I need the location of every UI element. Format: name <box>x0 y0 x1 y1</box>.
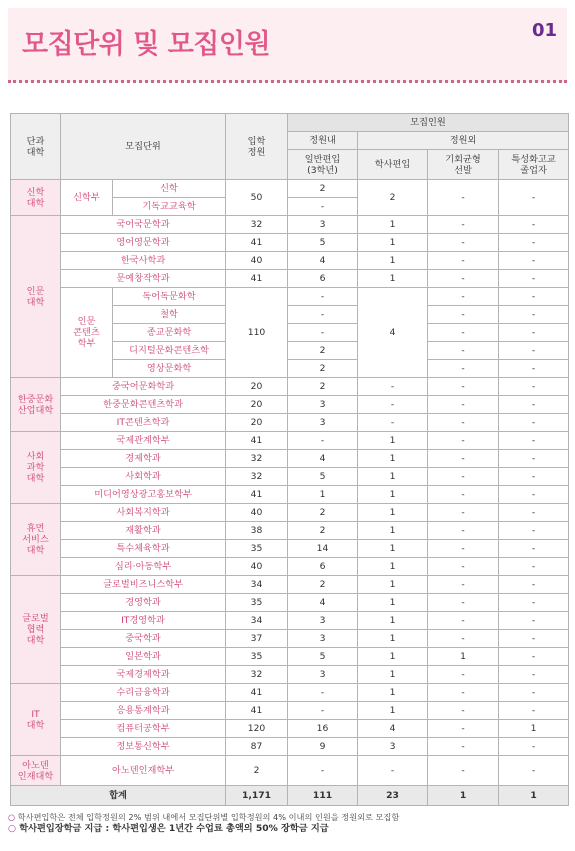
table-row <box>11 486 569 504</box>
quota-cell: 32 <box>226 216 288 234</box>
table-row <box>11 594 569 612</box>
table-row <box>11 504 569 522</box>
table-row <box>11 216 569 234</box>
general-cell: - <box>288 198 358 216</box>
general-cell: 3 <box>288 630 358 648</box>
col-college-label: 단과 대학 <box>26 135 45 158</box>
subdivision-cell: 인문 콘텐츠 학부 <box>61 288 113 378</box>
college-cell: IT 대학 <box>11 684 61 756</box>
bachelor-cell: 1 <box>358 450 428 468</box>
table-row <box>11 468 569 486</box>
balance-cell: - <box>428 576 499 594</box>
special-cell: - <box>499 666 569 684</box>
footnote-2-text: 학사편입장학금 지급 : 학사편입생은 1년간 수업료 총액의 50% 장학금 지급 <box>19 823 329 834</box>
unit-cell: 한국사학과 <box>61 252 226 270</box>
balance-cell: - <box>428 414 499 432</box>
col-bachelor-header <box>358 150 428 180</box>
recruitment-table <box>10 113 569 806</box>
balance-cell: - <box>428 738 499 756</box>
quota-cell: 34 <box>226 612 288 630</box>
balance-cell: - <box>428 720 499 738</box>
bachelor-cell: 2 <box>358 180 428 216</box>
balance-cell: - <box>428 594 499 612</box>
balance-cell: - <box>428 360 499 378</box>
general-cell: 2 <box>288 504 358 522</box>
quota-cell: 50 <box>226 180 288 216</box>
footnote-1-text: 학사편입학은 전체 입학정원의 2% 범위 내에서 모집단위별 입학정원의 4% 이내의 인원을 정원외로 모집함 <box>17 812 400 822</box>
balance-cell: - <box>428 612 499 630</box>
unit-cell: 한중문화콘텐츠학과 <box>61 396 226 414</box>
general-cell: 2 <box>288 360 358 378</box>
balance-cell: - <box>428 180 499 216</box>
unit-cell: 사회복지학과 <box>61 504 226 522</box>
quota-cell: 41 <box>226 702 288 720</box>
total-bachelor: 23 <box>358 786 428 806</box>
unit-cell: 미디어영상광고홍보학부 <box>61 486 226 504</box>
unit-cell: 응용통계학과 <box>61 702 226 720</box>
special-cell: - <box>499 270 569 288</box>
quota-cell: 41 <box>226 432 288 450</box>
unit-cell: 기독교교육학 <box>113 198 226 216</box>
balance-cell: - <box>428 468 499 486</box>
col-unit-header <box>61 114 226 180</box>
col-general-label: 일반편입 (3학년) <box>304 153 341 176</box>
quota-cell: 32 <box>226 666 288 684</box>
page-number: 01 <box>531 20 557 41</box>
balance-cell: - <box>428 666 499 684</box>
col-outside-header <box>358 132 569 150</box>
college-cell: 인문 대학 <box>11 216 61 378</box>
footnotes <box>8 811 568 835</box>
table-row <box>11 270 569 288</box>
unit-cell: 정보통신학부 <box>61 738 226 756</box>
quota-cell: 35 <box>226 540 288 558</box>
table-row <box>11 180 569 198</box>
col-balance-header <box>428 150 499 180</box>
bullet-icon: ○ <box>8 812 16 822</box>
special-cell: - <box>499 486 569 504</box>
quota-cell: 20 <box>226 378 288 396</box>
subdivision-cell: 신학부 <box>61 180 113 216</box>
special-cell: - <box>499 522 569 540</box>
general-cell: 2 <box>288 522 358 540</box>
bachelor-cell: 1 <box>358 486 428 504</box>
general-cell: 1 <box>288 486 358 504</box>
table-row <box>11 558 569 576</box>
balance-cell: - <box>428 630 499 648</box>
col-special-header <box>499 150 569 180</box>
table-row <box>11 522 569 540</box>
balance-cell: - <box>428 252 499 270</box>
quota-cell: 41 <box>226 270 288 288</box>
unit-cell: 국제관계학부 <box>61 432 226 450</box>
general-cell: - <box>288 756 358 786</box>
quota-cell: 87 <box>226 738 288 756</box>
unit-cell: 글로벌비즈니스학부 <box>61 576 226 594</box>
balance-cell: - <box>428 432 499 450</box>
quota-cell: 32 <box>226 450 288 468</box>
special-cell: - <box>499 648 569 666</box>
college-cell: 한중문화 산업대학 <box>11 378 61 432</box>
general-cell: 16 <box>288 720 358 738</box>
col-within-header <box>288 132 358 150</box>
bachelor-cell: 1 <box>358 216 428 234</box>
table-row <box>11 684 569 702</box>
quota-cell: 41 <box>226 234 288 252</box>
table-row <box>11 648 569 666</box>
unit-cell: 문예창작학과 <box>61 270 226 288</box>
bachelor-cell: 1 <box>358 540 428 558</box>
bachelor-cell: - <box>358 396 428 414</box>
col-balance-label: 기회균형 선발 <box>445 153 481 176</box>
special-cell: - <box>499 324 569 342</box>
general-cell: - <box>288 684 358 702</box>
unit-cell: 아노덴인재학부 <box>61 756 226 786</box>
unit-cell: 수리금융학과 <box>61 684 226 702</box>
unit-cell: 독어독문화학 <box>113 288 226 306</box>
bachelor-cell: 1 <box>358 558 428 576</box>
table-row <box>11 666 569 684</box>
special-cell: - <box>499 468 569 486</box>
special-cell: - <box>499 234 569 252</box>
unit-cell: 경영학과 <box>61 594 226 612</box>
unit-cell: 종교문화학 <box>113 324 226 342</box>
general-cell: - <box>288 432 358 450</box>
general-cell: 5 <box>288 648 358 666</box>
bachelor-cell: 1 <box>358 468 428 486</box>
table-row <box>11 612 569 630</box>
bachelor-cell: 1 <box>358 702 428 720</box>
general-cell: 9 <box>288 738 358 756</box>
table-row <box>11 378 569 396</box>
unit-cell: 특수체육학과 <box>61 540 226 558</box>
col-general-header <box>288 150 358 180</box>
footnote-2 <box>8 823 568 835</box>
bullet-icon: ○ <box>8 823 17 834</box>
total-quota: 1,171 <box>226 786 288 806</box>
quota-cell: 110 <box>226 288 288 378</box>
quota-cell: 2 <box>226 756 288 786</box>
table-row <box>11 702 569 720</box>
col-college-header <box>11 114 61 180</box>
bachelor-cell: - <box>358 378 428 396</box>
quota-cell: 40 <box>226 504 288 522</box>
special-cell: - <box>499 738 569 756</box>
quota-cell: 40 <box>226 252 288 270</box>
unit-cell: 경제학과 <box>61 450 226 468</box>
unit-cell: 영상문화학 <box>113 360 226 378</box>
bachelor-cell: 1 <box>358 234 428 252</box>
table-row <box>11 396 569 414</box>
header-divider <box>8 80 567 83</box>
college-cell: 아노덴 인재대학 <box>11 756 61 786</box>
col-unit-label: 모집단위 <box>125 141 161 152</box>
quota-cell: 35 <box>226 648 288 666</box>
college-cell: 사회 과학 대학 <box>11 432 61 504</box>
special-cell: - <box>499 252 569 270</box>
col-within-label: 정원내 <box>309 135 336 146</box>
table-row <box>11 576 569 594</box>
total-balance: 1 <box>428 786 499 806</box>
general-cell: 6 <box>288 270 358 288</box>
unit-cell: 디지털문화콘텐츠학 <box>113 342 226 360</box>
bachelor-cell: 1 <box>358 504 428 522</box>
special-cell: - <box>499 378 569 396</box>
total-label: 합계 <box>11 786 226 806</box>
balance-cell: - <box>428 234 499 252</box>
unit-cell: 컴퓨터공학부 <box>61 720 226 738</box>
quota-cell: 35 <box>226 594 288 612</box>
balance-cell: - <box>428 324 499 342</box>
special-cell: 1 <box>499 720 569 738</box>
special-cell: - <box>499 702 569 720</box>
total-row <box>11 786 569 806</box>
special-cell: - <box>499 360 569 378</box>
unit-cell: 국제경제학과 <box>61 666 226 684</box>
bachelor-cell: - <box>358 414 428 432</box>
bachelor-cell: 4 <box>358 720 428 738</box>
general-cell: 4 <box>288 594 358 612</box>
table-row <box>11 738 569 756</box>
table-row <box>11 540 569 558</box>
unit-cell: 영어영문학과 <box>61 234 226 252</box>
general-cell: - <box>288 324 358 342</box>
table-row <box>11 450 569 468</box>
special-cell: - <box>499 414 569 432</box>
table-row <box>11 234 569 252</box>
special-cell: - <box>499 450 569 468</box>
college-cell: 휴먼 서비스 대학 <box>11 504 61 576</box>
general-cell: 4 <box>288 252 358 270</box>
bachelor-cell: 1 <box>358 252 428 270</box>
quota-cell: 20 <box>226 414 288 432</box>
special-cell: - <box>499 594 569 612</box>
quota-cell: 38 <box>226 522 288 540</box>
bachelor-cell: 1 <box>358 630 428 648</box>
unit-cell: 심리·아동학부 <box>61 558 226 576</box>
general-cell: 3 <box>288 612 358 630</box>
col-bachelor-label: 학사편입 <box>374 159 411 170</box>
balance-cell: - <box>428 504 499 522</box>
page-title: 모집단위 및 모집인원 <box>22 29 271 60</box>
bachelor-cell: 3 <box>358 738 428 756</box>
unit-cell: 중국어문화학과 <box>61 378 226 396</box>
bachelor-cell: 1 <box>358 432 428 450</box>
unit-cell: 재활학과 <box>61 522 226 540</box>
balance-cell: - <box>428 396 499 414</box>
balance-cell: - <box>428 288 499 306</box>
special-cell: - <box>499 288 569 306</box>
col-outside-label: 정원외 <box>449 135 477 146</box>
unit-cell: 일본학과 <box>61 648 226 666</box>
general-cell: - <box>288 306 358 324</box>
special-cell: - <box>499 684 569 702</box>
table-row <box>11 252 569 270</box>
general-cell: 3 <box>288 414 358 432</box>
balance-cell: - <box>428 702 499 720</box>
special-cell: - <box>499 432 569 450</box>
general-cell: 5 <box>288 468 358 486</box>
balance-cell: 1 <box>428 648 499 666</box>
special-cell: - <box>499 216 569 234</box>
table-row <box>11 630 569 648</box>
table-row <box>11 720 569 738</box>
bachelor-cell: 1 <box>358 666 428 684</box>
recruitment-table-wrapper <box>10 113 568 806</box>
footnote-1 <box>8 811 568 823</box>
special-cell: - <box>499 630 569 648</box>
bachelor-cell: 1 <box>358 522 428 540</box>
college-cell: 글로벌 협력 대학 <box>11 576 61 684</box>
bachelor-cell: 1 <box>358 594 428 612</box>
balance-cell: - <box>428 270 499 288</box>
col-special-label: 특성화고교 졸업자 <box>511 153 556 176</box>
balance-cell: - <box>428 756 499 786</box>
col-recruit-header <box>288 114 569 132</box>
general-cell: 14 <box>288 540 358 558</box>
special-cell: - <box>499 504 569 522</box>
special-cell: - <box>499 540 569 558</box>
general-cell: 2 <box>288 378 358 396</box>
unit-cell: 국어국문학과 <box>61 216 226 234</box>
quota-cell: 40 <box>226 558 288 576</box>
table-row <box>11 756 569 786</box>
bachelor-cell: 1 <box>358 612 428 630</box>
quota-cell: 120 <box>226 720 288 738</box>
unit-cell: 신학 <box>113 180 226 198</box>
balance-cell: - <box>428 306 499 324</box>
balance-cell: - <box>428 684 499 702</box>
bachelor-cell: 1 <box>358 270 428 288</box>
special-cell: - <box>499 342 569 360</box>
unit-cell: IT콘텐츠학과 <box>61 414 226 432</box>
unit-cell: 철학 <box>113 306 226 324</box>
general-cell: - <box>288 702 358 720</box>
balance-cell: - <box>428 486 499 504</box>
general-cell: - <box>288 288 358 306</box>
balance-cell: - <box>428 558 499 576</box>
bachelor-cell: 4 <box>358 288 428 378</box>
special-cell: - <box>499 612 569 630</box>
unit-cell: 중국학과 <box>61 630 226 648</box>
unit-cell: IT경영학과 <box>61 612 226 630</box>
general-cell: 6 <box>288 558 358 576</box>
balance-cell: - <box>428 522 499 540</box>
special-cell: - <box>499 396 569 414</box>
college-cell: 신학 대학 <box>11 180 61 216</box>
special-cell: - <box>499 558 569 576</box>
special-cell: - <box>499 306 569 324</box>
col-recruit-label: 모집인원 <box>410 117 446 128</box>
balance-cell: - <box>428 342 499 360</box>
general-cell: 3 <box>288 396 358 414</box>
general-cell: 4 <box>288 450 358 468</box>
balance-cell: - <box>428 378 499 396</box>
col-quota-label: 입학 정원 <box>247 135 266 158</box>
quota-cell: 32 <box>226 468 288 486</box>
table-row <box>11 414 569 432</box>
table-row <box>11 432 569 450</box>
quota-cell: 41 <box>226 684 288 702</box>
bachelor-cell: 1 <box>358 648 428 666</box>
special-cell: - <box>499 180 569 216</box>
bachelor-cell: 1 <box>358 684 428 702</box>
balance-cell: - <box>428 216 499 234</box>
general-cell: 2 <box>288 576 358 594</box>
quota-cell: 37 <box>226 630 288 648</box>
col-quota-header <box>226 114 288 180</box>
special-cell: - <box>499 756 569 786</box>
bachelor-cell: 1 <box>358 576 428 594</box>
balance-cell: - <box>428 540 499 558</box>
balance-cell: - <box>428 450 499 468</box>
general-cell: 5 <box>288 234 358 252</box>
quota-cell: 34 <box>226 576 288 594</box>
general-cell: 3 <box>288 666 358 684</box>
general-cell: 2 <box>288 180 358 198</box>
total-general: 111 <box>288 786 358 806</box>
quota-cell: 20 <box>226 396 288 414</box>
general-cell: 2 <box>288 342 358 360</box>
unit-cell: 사회학과 <box>61 468 226 486</box>
total-special: 1 <box>499 786 569 806</box>
table-row <box>11 288 569 306</box>
bachelor-cell: - <box>358 756 428 786</box>
general-cell: 3 <box>288 216 358 234</box>
special-cell: - <box>499 576 569 594</box>
quota-cell: 41 <box>226 486 288 504</box>
